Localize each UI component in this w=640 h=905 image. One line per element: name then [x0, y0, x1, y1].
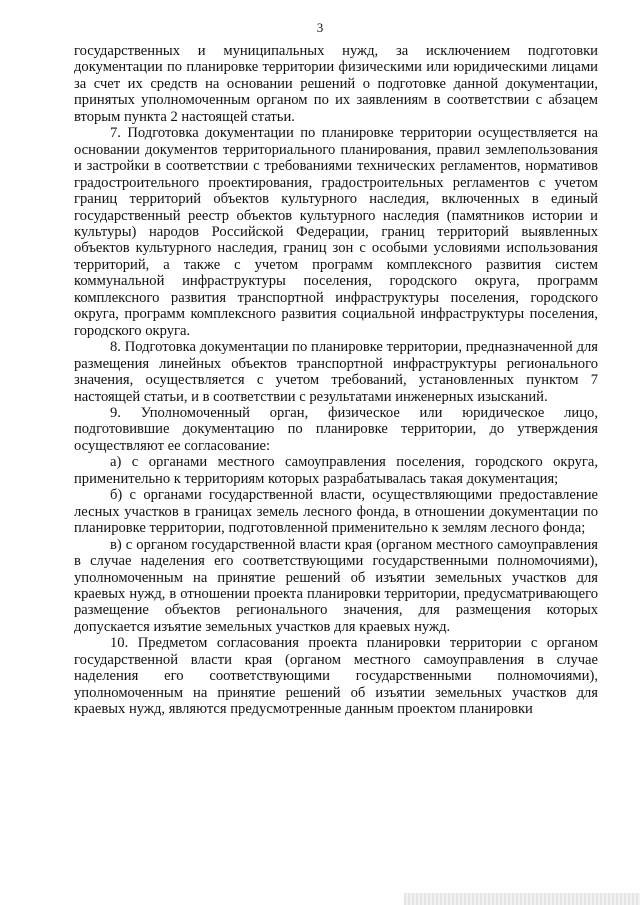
paragraph-item-8: 8. Подготовка документации по планировке территории, предназначенной для размещения линейных объектов транспортной инфраструктуры регионального значения, осуществляется с учетом требований, установленных пунктом 7 настоящей статьи, и в соответствии с результатами инженерных изысканий. [74, 339, 598, 405]
scan-artifact [404, 893, 640, 905]
subitem-a: а) с органами местного самоуправления поселения, городского округа, применительно к территориям которых разрабатывалась такая документация; [74, 454, 598, 487]
subitem-b: б) с органами государственной власти, осуществляющими предоставление лесных участков в границах земель лесного фонда, в отношении документации по планировке территории, подготовленной применительно к землям лесного фонда; [74, 487, 598, 537]
paragraph-item-9: 9. Уполномоченный орган, физическое или юридическое лицо, подготовившие документацию по планировке территории, до утверждения осуществляют ее согласование: [74, 404, 598, 454]
document-body [74, 43, 598, 718]
page-number: 3 [316, 20, 324, 35]
paragraph-continuation: государственных и муниципальных нужд, за исключением подготовки документации по планировке территории физическими или юридическими лицами за счет их средств на основании решений о подготовке данной документации, принятых уполномоченным органом по их заявлениям в соответствии с абзацем вторым пункта 2 настоящей статьи. [74, 43, 598, 125]
paragraph-item-10: 10. Предметом согласования проекта планировки территории с органом государственной власти края (органом местного самоуправления в случае наделения его соответствующими государственными полномочиями), уполномоченным на принятие решений об изъятии земельных участков для краевых нужд, являются предусмотренные данным проектом планировки [74, 635, 598, 718]
subitem-v: в) с органом государственной власти края (органом местного самоуправления в случае наделения его соответствующими государственными полномочиями), уполномоченным на принятие решений об изъятии земельных участков для краевых нужд, в отношении проекта планировки территории, предусматривающего размещение объектов регионального значения, для размещения которых допускается изъятие земельных участков для краевых нужд. [74, 536, 598, 635]
paragraph-item-7: 7. Подготовка документации по планировке территории осуществляется на основании документов территориального планирования, правил землепользования и застройки в соответствии с требованиями технических регламентов, нормативов градостроительного проектирования, градостроительных регламентов с учетом границ территорий объектов культурного наследия, включенных в единый государственный реестр объектов культурного наследия (памятников истории и культуры) народов Российской Федерации, границ территорий выявленных объектов культурного наследия, границ зон с особыми условиями использования территорий, а также с учетом программ комплексного развития систем коммунальной инфраструктуры поселения, городского округа, программ комплексного развития транспортной инфраструктуры поселения, городского округа, программ комплексного развития социальной инфраструктуры поселения, городского округа. [74, 125, 598, 339]
